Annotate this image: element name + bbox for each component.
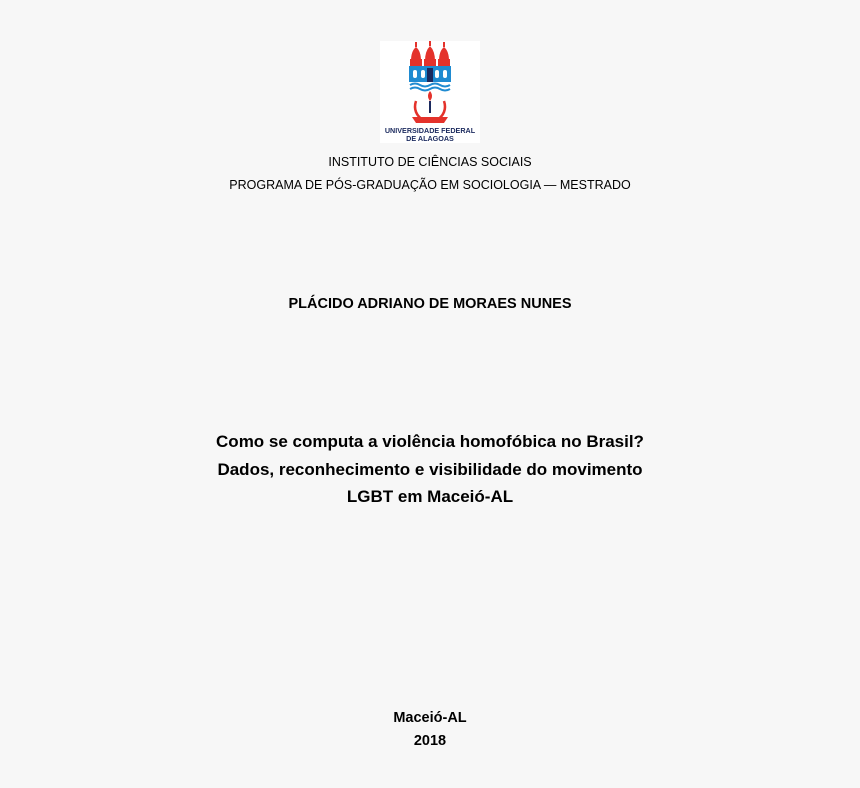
university-logo bbox=[380, 41, 480, 143]
institute-name: INSTITUTO DE CIÊNCIAS SOCIAIS bbox=[328, 155, 532, 169]
thesis-title bbox=[0, 428, 860, 511]
logo-text-line1: UNIVERSIDADE FEDERAL bbox=[384, 126, 476, 135]
thesis-title-line3: LGBT em Maceió-AL bbox=[346, 487, 514, 506]
author-name: PLÁCIDO ADRIANO DE MORAES NUNES bbox=[288, 296, 572, 312]
city: Maceió-AL bbox=[393, 710, 467, 726]
thesis-title-line1: Como se computa a violência homofóbica no Brasil? bbox=[216, 432, 644, 451]
university-crest-icon bbox=[380, 41, 480, 143]
year: 2018 bbox=[413, 733, 447, 749]
logo-text-line2: DE ALAGOAS bbox=[406, 134, 454, 143]
thesis-title-line2: Dados, reconhecimento e visibilidade do movimento bbox=[217, 459, 643, 479]
program-name: PROGRAMA DE PÓS-GRADUAÇÃO EM SOCIOLOGIA — MESTRADO bbox=[229, 178, 631, 192]
